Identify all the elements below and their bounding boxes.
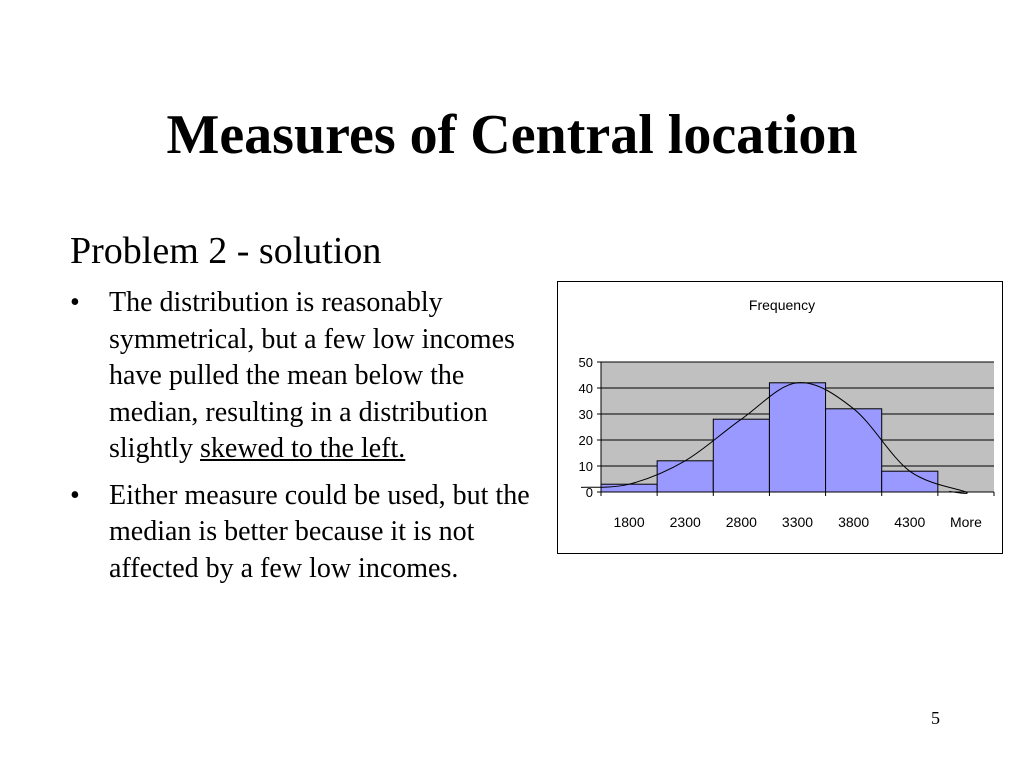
bullet-dot: • [70,479,80,511]
histogram-bar [826,409,882,492]
histogram-bar [769,383,825,492]
histogram-bar [657,461,713,492]
y-tick-label: 50 [578,355,593,370]
chart-title: Frequency [748,297,816,313]
x-tick-label: More [949,514,982,530]
bullet-dot: • [70,287,80,318]
page-number: 5 [931,708,940,728]
x-tick-label: 2300 [669,514,701,530]
bullet-list [70,285,560,597]
y-tick-label: 10 [578,459,593,474]
bullet-underlined-text: skewed to the left. [200,433,406,464]
bullet-item [70,478,560,588]
x-tick-label: 2800 [725,514,757,530]
slide-title: Measures of Central location [166,104,858,166]
histogram-chart [557,281,1003,554]
y-tick-label: 20 [578,433,593,448]
histogram-bar [601,484,657,492]
y-tick-label: 30 [578,407,593,422]
bullet-text: The distribution is reasonably symmetrical, but a few low incomes have pulled the mean below the median, resulting in a distribution slightly [109,287,515,464]
y-tick-label: 0 [585,485,593,500]
bullet-text: Either measure could be used, but the median is better because it is not affected by a few low incomes. [109,479,530,584]
slide-subtitle: Problem 2 - solution [70,230,382,272]
x-tick-label: 4300 [894,514,926,530]
y-tick-label: 40 [578,381,593,396]
x-tick-label: 3800 [838,514,870,530]
x-tick-label: 3300 [781,514,814,530]
bullet-item [70,285,560,468]
histogram-svg [558,282,1004,555]
x-tick-label: 1800 [613,514,645,530]
histogram-bar [713,419,769,492]
